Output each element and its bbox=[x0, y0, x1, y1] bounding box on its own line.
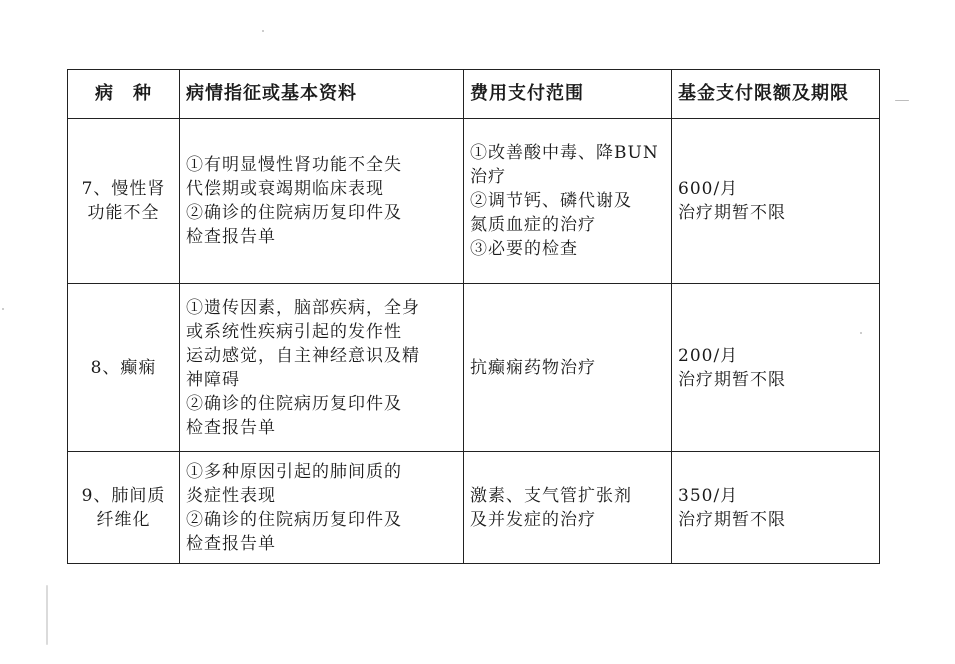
cell-line: 及并发症的治疗 bbox=[470, 509, 596, 530]
cell-line: 600/月 bbox=[678, 179, 739, 199]
cell-line: 检查报告单 bbox=[186, 533, 276, 554]
header-scope: 费用支付范围 bbox=[464, 70, 672, 119]
cell-line: 治疗期暂不限 bbox=[678, 203, 786, 223]
cell-line: ①改善酸中毒、降BUN bbox=[470, 143, 659, 163]
cell-line: ②确诊的住院病历复印件及 bbox=[186, 509, 402, 530]
benefit-table bbox=[67, 69, 880, 564]
table-row bbox=[68, 284, 880, 452]
cell-line: ②调节钙、磷代谢及 bbox=[470, 191, 632, 211]
disease-cell bbox=[68, 284, 180, 452]
cell-line: 7、慢性肾 bbox=[81, 179, 166, 199]
cell-line: 激素、支气管扩张剂 bbox=[470, 485, 632, 506]
cell-line: ①遗传因素，脑部疾病，全身 bbox=[186, 297, 420, 318]
cell-line: 200/月 bbox=[678, 345, 739, 366]
cell-line: 炎症性表现 bbox=[186, 485, 276, 506]
cell-line: 功能不全 bbox=[87, 203, 160, 223]
cell-line: ②确诊的住院病历复印件及 bbox=[186, 203, 402, 223]
disease-cell bbox=[68, 119, 180, 284]
indications-cell bbox=[180, 119, 464, 284]
scope-cell bbox=[464, 284, 672, 452]
indications-cell bbox=[180, 284, 464, 452]
cell-line: 治疗期暂不限 bbox=[678, 509, 786, 530]
limit-cell bbox=[672, 452, 880, 564]
limit-cell bbox=[672, 284, 880, 452]
cell-line: ②确诊的住院病历复印件及 bbox=[186, 393, 402, 414]
table-row bbox=[68, 452, 880, 564]
cell-line: 氮质血症的治疗 bbox=[470, 215, 596, 235]
cell-line: 治疗 bbox=[470, 167, 506, 187]
scope-cell bbox=[464, 119, 672, 284]
cell-line: 运动感觉，自主神经意识及精 bbox=[186, 345, 420, 366]
cell-line: 治疗期暂不限 bbox=[678, 369, 786, 390]
disease-cell bbox=[68, 452, 180, 564]
header-indications: 病情指征或基本资料 bbox=[180, 70, 464, 119]
scope-cell bbox=[464, 452, 672, 564]
cell-line: 9、肺间质 bbox=[81, 485, 166, 506]
cell-line: ①多种原因引起的肺间质的 bbox=[186, 461, 402, 482]
cell-line: ③必要的检查 bbox=[470, 239, 578, 259]
cell-line: 350/月 bbox=[678, 485, 739, 506]
header-limit: 基金支付限额及期限 bbox=[672, 70, 880, 119]
scan-speck bbox=[895, 100, 909, 101]
cell-line: 检查报告单 bbox=[186, 227, 276, 247]
indications-cell bbox=[180, 452, 464, 564]
scan-speck bbox=[46, 585, 48, 645]
scan-speck bbox=[262, 30, 264, 32]
limit-cell bbox=[672, 119, 880, 284]
cell-line: ①有明显慢性肾功能不全失 bbox=[186, 155, 402, 175]
cell-line: 8、癫痫 bbox=[90, 357, 157, 378]
cell-line: 检查报告单 bbox=[186, 417, 276, 438]
scan-speck bbox=[2, 308, 4, 310]
table-row bbox=[68, 119, 880, 284]
cell-line: 抗癫痫药物治疗 bbox=[470, 357, 596, 378]
cell-line: 纤维化 bbox=[96, 509, 151, 530]
header-disease: 病 种 bbox=[68, 70, 180, 119]
table-header-row bbox=[68, 70, 880, 119]
cell-line: 或系统性疾病引起的发作性 bbox=[186, 321, 402, 342]
cell-line: 神障碍 bbox=[186, 369, 240, 390]
cell-line: 代偿期或衰竭期临床表现 bbox=[186, 179, 384, 199]
